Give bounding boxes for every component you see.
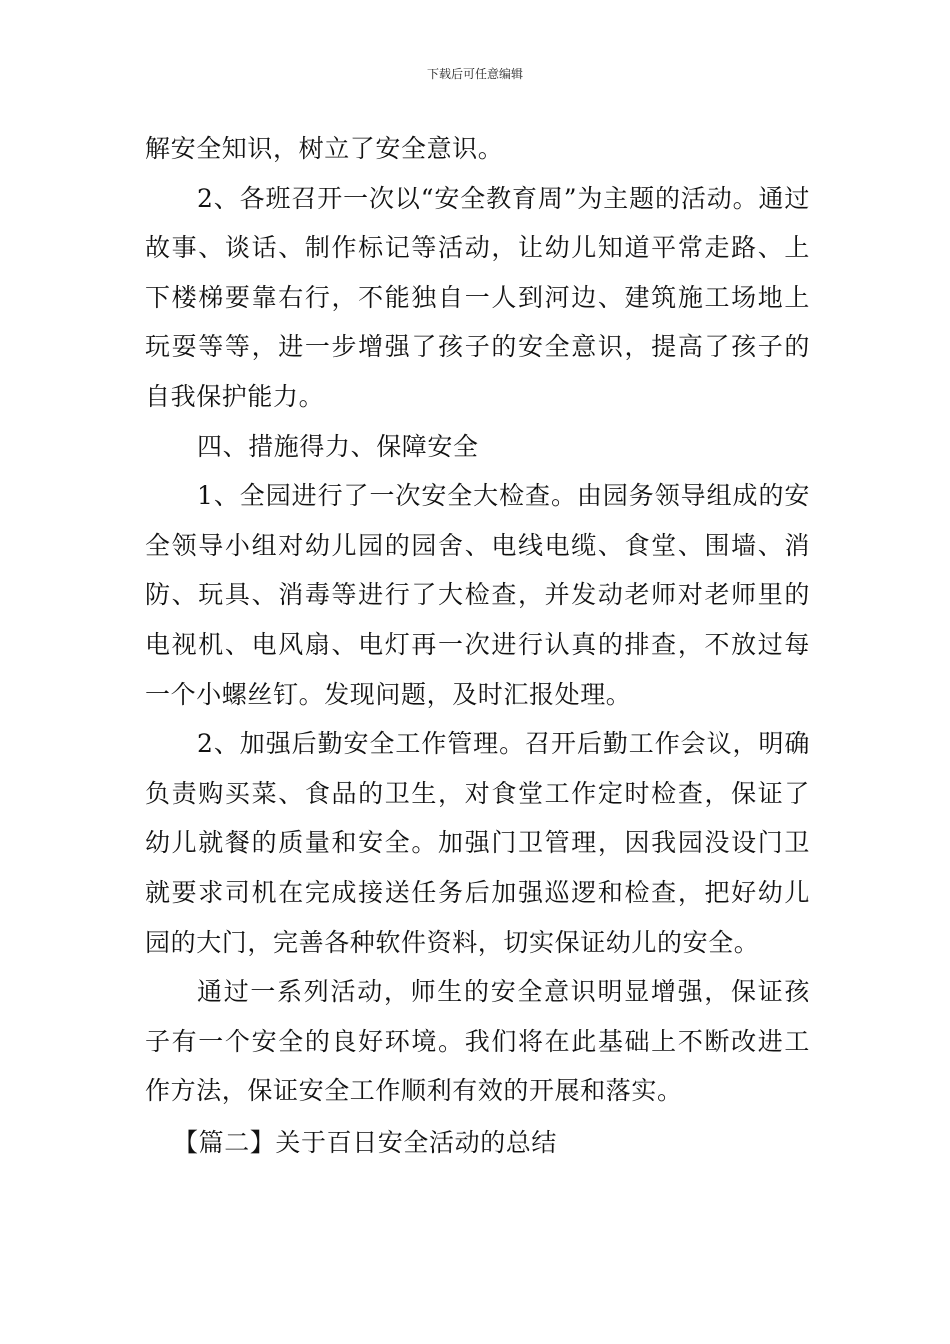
paragraph-logistics: 2、加强后勤安全工作管理。召开后勤工作会议，明确负责购买菜、食品的卫生，对食堂工作定时检查，保证了幼儿就餐的质量和安全。加强门卫管理，因我园没设门卫就要求司机在完成接送任务后加强巡逻和检查，把好幼儿园的大门，完善各种软件资料，切实保证幼儿的安全。 <box>145 729 810 957</box>
paragraph-inspection: 1、全园进行了一次安全大检查。由园务领导组成的安全领导小组对幼儿园的园舍、电线电缆、食堂、围墙、消防、玩具、消毒等进行了大检查，并发动老师对老师里的电视机、电风扇、电灯再一次进行认真的排查，不放过每一个小螺丝钉。发现问题，及时汇报处理。 <box>145 481 810 709</box>
document-body <box>145 124 810 1167</box>
paragraph-safety-week: 2、各班召开一次以“安全教育周”为主题的活动。通过故事、谈话、制作标记等活动，让幼儿知道平常走路、上下楼梯要靠右行，不能独自一人到河边、建筑施工场地上玩耍等等，进一步增强了孩子的安全意识，提高了孩子的自我保护能力。 <box>145 183 810 411</box>
paragraph-continuation: 解安全知识，树立了安全意识。 <box>145 134 504 163</box>
paragraph-conclusion: 通过一系列活动，师生的安全意识明显增强，保证孩子有一个安全的良好环境。我们将在此基础上不断改进工作方法，保证安全工作顺利有效的开展和落实。 <box>145 977 810 1106</box>
section-title-part-two: 【篇二】关于百日安全活动的总结 <box>173 1127 558 1157</box>
page-header: 下载后可任意编辑 <box>426 67 523 81</box>
section-heading-measures: 四、措施得力、保障安全 <box>197 431 479 461</box>
